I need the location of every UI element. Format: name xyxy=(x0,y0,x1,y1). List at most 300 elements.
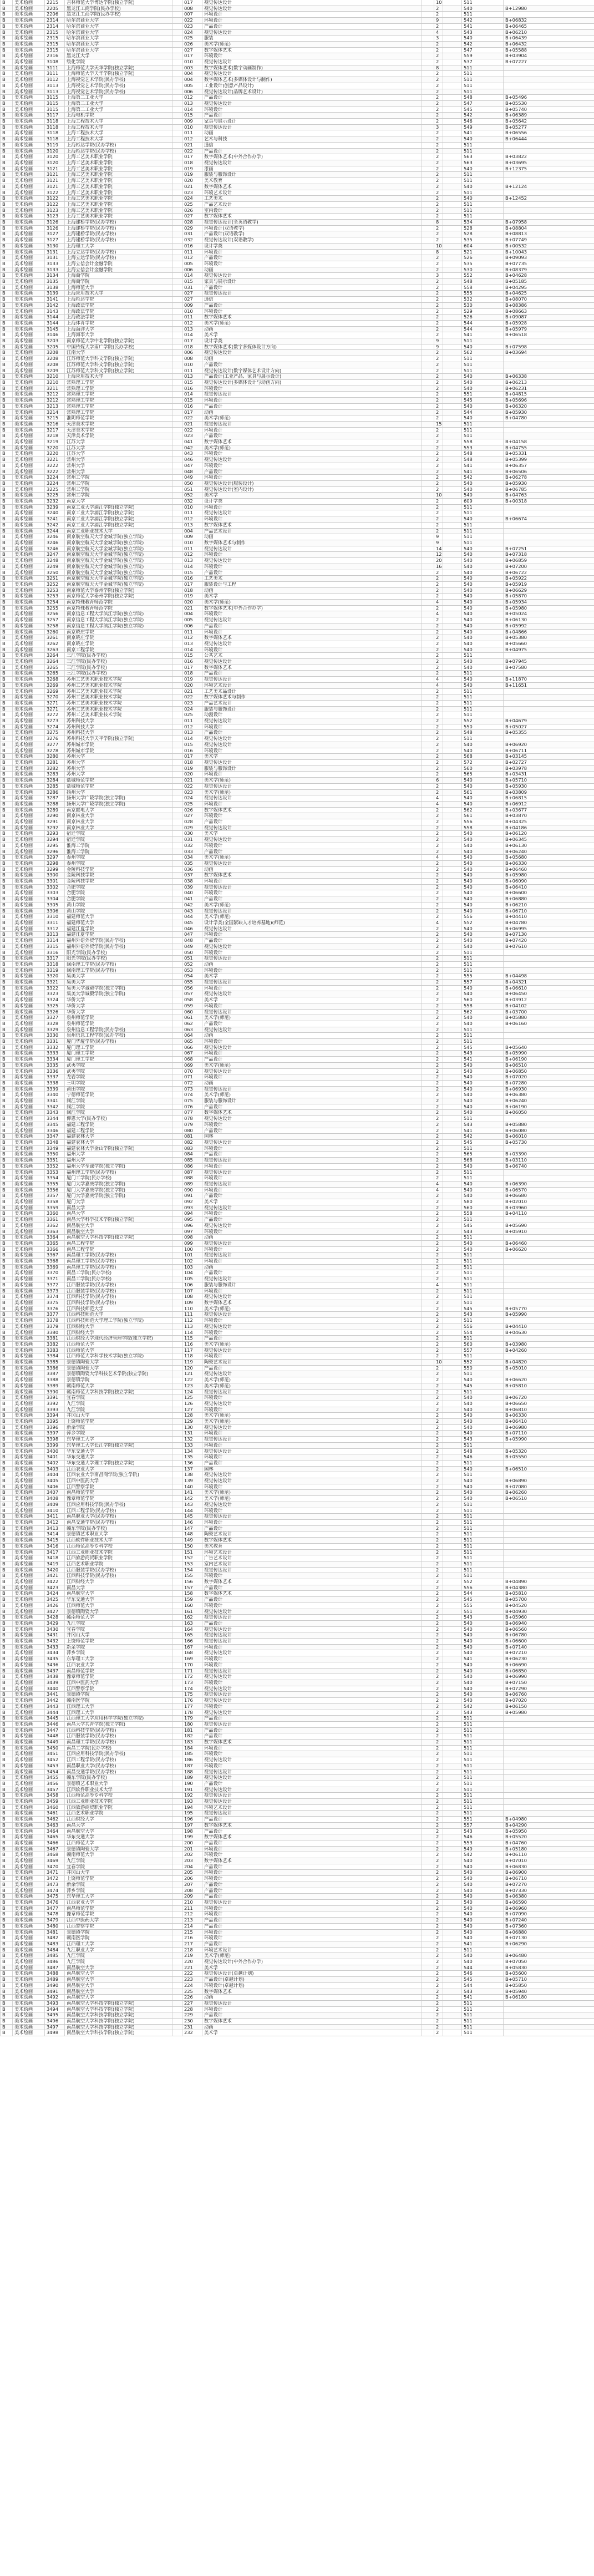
table-row xyxy=(1,1401,594,1407)
table-cell: B xyxy=(1,1240,13,1246)
table-cell: B+05380 xyxy=(504,635,594,641)
table-cell: B+05930 xyxy=(504,480,594,486)
table-cell: 3311 xyxy=(45,920,65,926)
table-cell: 3108 xyxy=(45,59,65,65)
table-cell: 3460 xyxy=(45,1804,65,1811)
table-row xyxy=(1,801,594,807)
table-cell: B+03960 xyxy=(504,1205,594,1211)
table-cell xyxy=(172,172,182,178)
table-cell: 170 xyxy=(182,1662,202,1668)
table-cell: 江西农业大学 xyxy=(65,1466,172,1472)
table-cell: B+07735 xyxy=(504,261,594,267)
table-cell: 3120 xyxy=(45,160,65,166)
table-cell: 535 xyxy=(462,237,504,244)
table-cell xyxy=(172,178,182,184)
table-row xyxy=(1,1870,594,1876)
table-row xyxy=(1,225,594,231)
table-cell xyxy=(504,1727,594,1733)
table-cell: 032 xyxy=(182,237,202,244)
table-cell xyxy=(172,451,182,457)
table-cell xyxy=(422,445,434,451)
table-cell xyxy=(443,1982,462,1989)
table-cell xyxy=(443,1217,462,1223)
table-cell: 视觉传达设计 xyxy=(202,1514,422,1520)
table-cell: 2 xyxy=(434,1561,443,1567)
table-cell: 511 xyxy=(462,1175,504,1181)
table-cell: 美术绘画 xyxy=(13,480,45,486)
table-cell xyxy=(172,1318,182,1324)
table-cell: B+05940 xyxy=(504,1989,594,1995)
table-cell: 南昌大学 xyxy=(65,1211,172,1217)
table-cell xyxy=(443,1324,462,1330)
table-row xyxy=(1,1894,594,1900)
table-cell: 江西服装学院(民办学校) xyxy=(65,1288,172,1294)
table-cell: 223 xyxy=(182,1977,202,1983)
table-cell xyxy=(172,991,182,997)
table-cell xyxy=(422,124,434,130)
table-cell: 3360 xyxy=(45,1211,65,1217)
table-cell: 3446 xyxy=(45,1721,65,1727)
table-cell: 数字媒体艺术 xyxy=(202,1740,422,1746)
table-row xyxy=(1,825,594,831)
table-cell: B+00318 xyxy=(504,499,594,505)
table-cell xyxy=(443,302,462,308)
table-cell xyxy=(443,1727,462,1733)
table-cell: 530 xyxy=(462,302,504,308)
table-cell: 美术绘画 xyxy=(13,783,45,789)
table-cell: 540 xyxy=(462,884,504,890)
table-cell: 景德镇学院 xyxy=(65,1377,172,1383)
table-cell: B xyxy=(1,1989,13,1995)
table-cell: B+07020 xyxy=(504,1698,594,1704)
table-cell: 美术绘画 xyxy=(13,1003,45,1009)
table-row xyxy=(1,475,594,481)
table-cell xyxy=(172,297,182,303)
table-cell: 3119 xyxy=(45,142,65,148)
table-cell xyxy=(443,1763,462,1769)
table-cell: 15 xyxy=(434,421,443,427)
table-cell: 美术绘画 xyxy=(13,677,45,683)
table-cell xyxy=(422,1680,434,1686)
table-row xyxy=(1,493,594,499)
table-cell: 540 xyxy=(462,36,504,42)
table-cell xyxy=(422,1092,434,1098)
table-cell: B xyxy=(1,1341,13,1347)
table-cell: 上海建桥学院(民办学校) xyxy=(65,220,172,226)
table-cell xyxy=(443,1911,462,1918)
table-cell: 3141 xyxy=(45,297,65,303)
table-cell: 540 xyxy=(462,801,504,807)
table-cell: 2 xyxy=(434,879,443,885)
table-cell: 美术绘画 xyxy=(13,985,45,991)
table-cell: 121 xyxy=(182,1371,202,1377)
table-row xyxy=(1,742,594,748)
table-cell xyxy=(172,53,182,59)
table-cell: 环境设计 xyxy=(202,1751,422,1757)
table-cell xyxy=(422,65,434,71)
table-cell: 2 xyxy=(434,350,443,356)
table-cell: 美术绘画 xyxy=(13,344,45,350)
table-cell xyxy=(443,1514,462,1520)
table-cell: 美术绘画 xyxy=(13,1799,45,1805)
table-row xyxy=(1,866,594,873)
table-cell xyxy=(443,1923,462,1929)
table-cell xyxy=(172,1543,182,1549)
table-cell: B+05990 xyxy=(504,1051,594,1057)
table-cell: 2 xyxy=(434,486,443,493)
table-cell xyxy=(172,914,182,920)
table-cell xyxy=(422,315,434,321)
table-cell xyxy=(172,1597,182,1603)
table-cell: B+07270 xyxy=(504,1882,594,1888)
table-cell: 540 xyxy=(462,1870,504,1876)
table-cell xyxy=(422,605,434,611)
table-cell: 2 xyxy=(434,1128,443,1134)
table-cell: B+06506 xyxy=(504,469,594,475)
table-cell: B xyxy=(1,1834,13,1840)
table-cell: 2 xyxy=(434,225,443,231)
table-cell: 南昌工程学院 xyxy=(65,1240,172,1246)
table-cell: 553 xyxy=(462,445,504,451)
table-cell: B xyxy=(1,1561,13,1567)
table-cell xyxy=(172,985,182,991)
table-cell: 540 xyxy=(462,1953,504,1959)
table-cell: 扬州大学 xyxy=(65,789,172,795)
table-cell: B xyxy=(1,1953,13,1959)
table-cell: B xyxy=(1,1543,13,1549)
table-cell xyxy=(172,896,182,902)
table-cell: 3285 xyxy=(45,783,65,789)
table-row xyxy=(1,635,594,641)
table-cell: 产品设计 xyxy=(202,302,422,308)
table-cell: 2 xyxy=(434,1538,443,1544)
table-cell: B xyxy=(1,1211,13,1217)
table-cell: B+06240 xyxy=(504,849,594,855)
table-cell xyxy=(422,1911,434,1918)
table-cell: 美术绘画 xyxy=(13,1330,45,1336)
table-cell: 2 xyxy=(434,398,443,404)
table-row xyxy=(1,1424,594,1431)
table-row xyxy=(1,629,594,635)
table-cell xyxy=(422,480,434,486)
table-cell: 540 xyxy=(462,1692,504,1698)
table-cell xyxy=(422,1668,434,1674)
table-cell: 景德镇学院 xyxy=(65,1692,172,1698)
table-cell: 011 xyxy=(182,368,202,374)
table-row xyxy=(1,1935,594,1941)
table-cell: 产品艺术设计 xyxy=(202,201,422,207)
table-cell: 010 xyxy=(182,362,202,368)
table-cell: 南京航空航天大学金城学院(独立学院) xyxy=(65,570,172,576)
table-cell: B+05919 xyxy=(504,581,594,587)
table-row xyxy=(1,2012,594,2019)
table-cell: 九江学院 xyxy=(65,1953,172,1959)
table-cell xyxy=(443,1555,462,1561)
table-cell: 视觉传达设计 xyxy=(202,1205,422,1211)
table-cell: 155 xyxy=(182,1573,202,1579)
table-cell: 动画 xyxy=(202,267,422,273)
table-cell: B xyxy=(1,1276,13,1282)
table-cell xyxy=(422,356,434,362)
table-cell: 2 xyxy=(434,807,443,813)
table-cell: 上海视觉艺术学院(民办学校) xyxy=(65,89,172,95)
table-cell xyxy=(504,694,594,701)
table-cell: 南昌航空大学科技学院(独立学院) xyxy=(65,2024,172,2030)
table-cell: 2 xyxy=(434,231,443,237)
table-cell: 环境设计 xyxy=(202,843,422,849)
table-cell: 美术绘画 xyxy=(13,320,45,326)
table-cell xyxy=(422,469,434,475)
table-cell: B xyxy=(1,1882,13,1888)
table-row xyxy=(1,273,594,279)
table-cell: 511 xyxy=(462,1793,504,1799)
table-cell: B xyxy=(1,1538,13,1544)
table-cell: 3317 xyxy=(45,956,65,962)
table-cell xyxy=(504,1282,594,1288)
table-cell: 上海工艺美术职业学院 xyxy=(65,184,172,190)
table-row xyxy=(1,243,594,249)
table-cell: 2 xyxy=(434,1662,443,1668)
table-cell xyxy=(504,214,594,220)
table-cell: 3465 xyxy=(45,1834,65,1840)
table-cell xyxy=(443,795,462,802)
table-cell: 511 xyxy=(462,1514,504,1520)
table-cell: 产品设计 xyxy=(202,1597,422,1603)
table-cell: 3427 xyxy=(45,1609,65,1615)
table-cell: 3208 xyxy=(45,350,65,356)
table-cell: 3145 xyxy=(45,326,65,332)
table-row xyxy=(1,1057,594,1063)
table-cell: 068 xyxy=(182,1057,202,1063)
table-cell: 166 xyxy=(182,1639,202,1645)
table-cell: 2 xyxy=(434,1424,443,1431)
table-cell: 2 xyxy=(434,902,443,908)
table-cell: B xyxy=(1,427,13,433)
table-cell xyxy=(172,207,182,214)
table-cell xyxy=(172,486,182,493)
table-cell xyxy=(443,587,462,594)
table-cell: 产品艺术设计 xyxy=(202,528,422,534)
table-cell xyxy=(422,1793,434,1799)
table-cell: 2 xyxy=(434,1484,443,1490)
table-cell: B+03822 xyxy=(504,154,594,160)
table-cell: B xyxy=(1,1003,13,1009)
table-cell: B+06570 xyxy=(504,1187,594,1193)
table-cell xyxy=(504,1532,594,1538)
table-cell: 2 xyxy=(434,166,443,172)
table-cell: B+07010 xyxy=(504,1858,594,1864)
table-cell: 2 xyxy=(434,754,443,760)
table-cell: 美术绘画 xyxy=(13,1787,45,1793)
table-cell: 3381 xyxy=(45,1336,65,1342)
table-row xyxy=(1,166,594,172)
table-cell: 3133 xyxy=(45,261,65,267)
table-cell: 南昌航空大学科技学院(独立学院) xyxy=(65,2000,172,2006)
table-cell: 产品设计 xyxy=(202,1152,422,1158)
table-cell: 扬州大学广陵学院(独立学院) xyxy=(65,801,172,807)
table-cell: 视觉传达设计 xyxy=(202,884,422,890)
table-cell xyxy=(422,1371,434,1377)
table-cell: B xyxy=(1,1318,13,1324)
table-cell: B+06590 xyxy=(504,1900,594,1906)
table-row xyxy=(1,1264,594,1270)
table-cell: 005 xyxy=(182,617,202,623)
table-cell: 美术绘画 xyxy=(13,1252,45,1259)
table-cell: 美术绘画 xyxy=(13,504,45,510)
table-cell: B xyxy=(1,1454,13,1461)
table-cell xyxy=(504,1721,594,1727)
table-cell xyxy=(443,231,462,237)
table-cell: B+06460 xyxy=(504,1240,594,1246)
table-row xyxy=(1,320,594,326)
table-cell xyxy=(443,1276,462,1282)
table-row xyxy=(1,1876,594,1882)
table-cell: 2 xyxy=(434,653,443,659)
table-cell: 110 xyxy=(182,1306,202,1312)
table-cell: B xyxy=(1,225,13,231)
table-cell: B+06785 xyxy=(504,486,594,493)
table-cell xyxy=(172,1080,182,1086)
table-cell xyxy=(172,1721,182,1727)
table-cell xyxy=(422,1710,434,1716)
table-cell: 美术绘画 xyxy=(13,291,45,297)
table-cell: 美术绘画 xyxy=(13,47,45,53)
table-cell: 093 xyxy=(182,1205,202,1211)
table-row xyxy=(1,368,594,374)
table-cell xyxy=(172,1525,182,1532)
table-cell: B+03912 xyxy=(504,997,594,1003)
table-cell: B xyxy=(1,41,13,47)
table-cell: 3146 xyxy=(45,332,65,338)
table-cell: 2 xyxy=(434,1864,443,1870)
table-cell: 210 xyxy=(182,1900,202,1906)
table-cell xyxy=(172,1240,182,1246)
table-cell xyxy=(422,1395,434,1401)
table-cell: B xyxy=(1,558,13,564)
table-cell: 美术绘画 xyxy=(13,1294,45,1300)
table-cell: 美术绘画 xyxy=(13,493,45,499)
table-row xyxy=(1,1555,594,1561)
table-row xyxy=(1,486,594,493)
table-cell: B xyxy=(1,130,13,136)
table-cell: B xyxy=(1,540,13,546)
table-cell xyxy=(443,1941,462,1947)
table-cell: B+06880 xyxy=(504,1929,594,1935)
table-cell: 美术学(师范) xyxy=(202,1306,422,1312)
table-row xyxy=(1,344,594,350)
table-cell: B xyxy=(1,65,13,71)
table-cell: B xyxy=(1,1074,13,1081)
table-cell xyxy=(443,748,462,754)
table-row xyxy=(1,1763,594,1769)
table-cell: B+06760 xyxy=(504,1692,594,1698)
table-cell: 039 xyxy=(182,884,202,890)
table-cell xyxy=(422,581,434,587)
table-cell xyxy=(443,59,462,65)
table-cell: 526 xyxy=(462,255,504,261)
table-cell: B xyxy=(1,1941,13,1947)
table-cell: 211 xyxy=(182,1905,202,1911)
table-cell: 豫章师范学院 xyxy=(65,1674,172,1680)
table-cell xyxy=(422,1977,434,1983)
table-cell: B+06190 xyxy=(504,1057,594,1063)
table-row xyxy=(1,1306,594,1312)
table-cell: 074 xyxy=(182,1092,202,1098)
table-cell: 011 xyxy=(182,546,202,552)
table-cell xyxy=(504,427,594,433)
table-cell: 3448 xyxy=(45,1733,65,1740)
table-cell: 环境设计 xyxy=(202,398,422,404)
table-cell xyxy=(172,12,182,18)
table-cell: 3115 xyxy=(45,107,65,113)
table-cell: 2 xyxy=(434,362,443,368)
table-cell: 环境设计 xyxy=(202,1122,422,1128)
table-cell xyxy=(172,356,182,362)
table-row xyxy=(1,480,594,486)
table-cell xyxy=(443,1561,462,1567)
table-cell: 3239 xyxy=(45,504,65,510)
table-cell: 548 xyxy=(462,451,504,457)
table-cell: 543 xyxy=(462,1229,504,1235)
table-cell: 上海建桥学院(民办学校) xyxy=(65,237,172,244)
table-cell xyxy=(443,326,462,332)
table-cell: 南京航空航天大学金城学院(独立学院) xyxy=(65,576,172,582)
table-cell: 视觉传达设计 xyxy=(202,546,422,552)
table-row xyxy=(1,1098,594,1104)
table-cell: 2 xyxy=(434,1288,443,1294)
table-row xyxy=(1,1442,594,1448)
table-cell: 2 xyxy=(434,950,443,956)
table-cell xyxy=(422,279,434,285)
table-cell: 上海工艺美术职业学院 xyxy=(65,166,172,172)
table-cell: 013 xyxy=(182,374,202,380)
table-cell xyxy=(422,629,434,635)
table-cell: 129 xyxy=(182,1419,202,1425)
table-cell: B+06230 xyxy=(504,1656,594,1662)
table-cell: 540 xyxy=(462,576,504,582)
table-cell: B xyxy=(1,493,13,499)
table-cell xyxy=(172,688,182,694)
table-cell: B+06130 xyxy=(504,617,594,623)
table-row xyxy=(1,65,594,71)
table-cell: B xyxy=(1,688,13,694)
table-cell: B xyxy=(1,1490,13,1496)
table-cell: 3274 xyxy=(45,724,65,730)
table-row xyxy=(1,374,594,380)
table-cell: 511 xyxy=(462,1781,504,1787)
table-row xyxy=(1,1740,594,1746)
table-cell: 540 xyxy=(462,1668,504,1674)
table-cell: 龙岩学院 xyxy=(65,1074,172,1081)
table-cell: 3315 xyxy=(45,944,65,950)
table-cell: 产品设计 xyxy=(202,1128,422,1134)
table-cell xyxy=(172,160,182,166)
table-cell: B xyxy=(1,1686,13,1692)
table-cell: 美术绘画 xyxy=(13,581,45,587)
table-cell: 常熟理工学院 xyxy=(65,409,172,415)
table-cell: 2215 xyxy=(45,0,65,6)
table-cell xyxy=(172,1626,182,1632)
table-cell: 2 xyxy=(434,261,443,267)
table-cell: 江苏大学 xyxy=(65,439,172,445)
table-cell: B+05710 xyxy=(504,778,594,784)
table-cell: 8 xyxy=(434,249,443,255)
table-cell: 盐城师范学院 xyxy=(65,778,172,784)
table-row xyxy=(1,997,594,1003)
table-cell: 019 xyxy=(182,172,202,178)
table-cell xyxy=(172,1680,182,1686)
table-cell: 视觉传达设计 xyxy=(202,350,422,356)
